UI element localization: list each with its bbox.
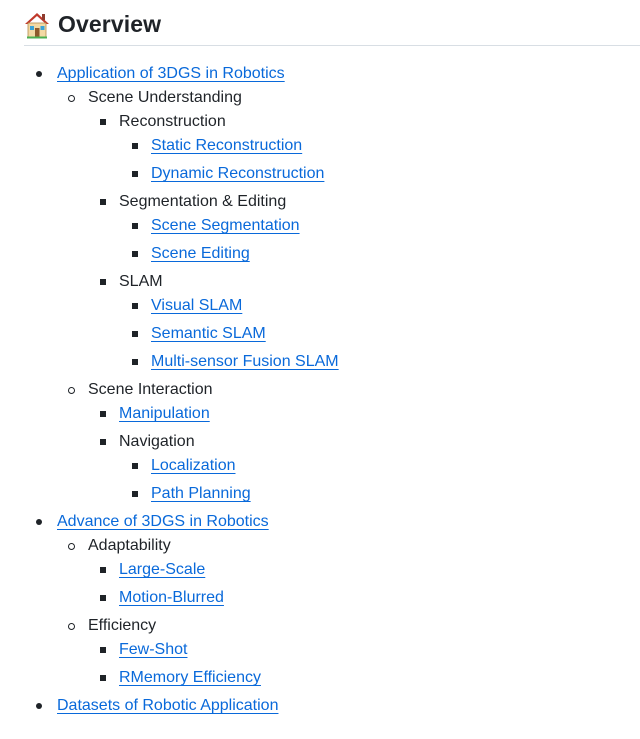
toc-item[interactable] xyxy=(132,322,266,346)
bullet-icon xyxy=(100,411,106,417)
toc-item[interactable] xyxy=(132,134,302,158)
bullet-icon xyxy=(68,387,75,394)
bullet-icon xyxy=(132,491,138,497)
toc-label: SLAM xyxy=(119,273,163,290)
toc-label: Reconstruction xyxy=(119,113,226,130)
toc-link[interactable]: Scene Editing xyxy=(151,245,250,262)
toc-item xyxy=(68,378,213,402)
toc-link[interactable]: Few-Shot xyxy=(119,641,188,658)
bullet-icon xyxy=(36,519,42,525)
toc-link[interactable]: Application of 3DGS in Robotics xyxy=(57,65,285,82)
toc-label: Scene Understanding xyxy=(88,89,242,106)
toc-link[interactable]: Path Planning xyxy=(151,485,251,502)
toc-item[interactable] xyxy=(132,482,251,506)
bullet-icon xyxy=(132,143,138,149)
toc-link[interactable]: Advance of 3DGS in Robotics xyxy=(57,513,269,530)
toc-item xyxy=(68,614,156,638)
bullet-icon xyxy=(100,595,106,601)
toc-item xyxy=(68,86,242,110)
toc-item[interactable] xyxy=(132,162,324,186)
toc-item[interactable] xyxy=(132,294,242,318)
bullet-icon xyxy=(68,95,75,102)
bullet-icon xyxy=(132,331,138,337)
toc-link[interactable]: Localization xyxy=(151,457,236,474)
bullet-icon xyxy=(36,703,42,709)
toc-item xyxy=(100,110,226,134)
bullet-icon xyxy=(100,675,106,681)
toc-item[interactable] xyxy=(132,214,300,238)
toc-item[interactable] xyxy=(36,694,278,718)
bullet-icon xyxy=(132,251,138,257)
toc-link[interactable]: Semantic SLAM xyxy=(151,325,266,342)
toc-item[interactable] xyxy=(100,638,187,662)
bullet-icon xyxy=(132,463,138,469)
bullet-icon xyxy=(100,567,106,573)
toc-item[interactable] xyxy=(100,666,261,690)
toc-label: Efficiency xyxy=(88,617,157,634)
bullet-icon xyxy=(132,303,138,309)
toc-link[interactable]: Dynamic Reconstruction xyxy=(151,165,325,182)
bullet-icon xyxy=(132,223,138,229)
toc-link[interactable]: Motion-Blurred xyxy=(119,589,224,606)
toc-item[interactable] xyxy=(132,242,250,266)
bullet-icon xyxy=(100,439,106,445)
toc-label: Navigation xyxy=(119,433,195,450)
toc-item[interactable] xyxy=(36,510,269,534)
house-icon xyxy=(24,11,50,39)
toc-item[interactable] xyxy=(100,586,224,610)
toc-item[interactable] xyxy=(100,558,205,582)
bullet-icon xyxy=(68,543,75,550)
toc-item xyxy=(100,430,195,454)
toc-item[interactable] xyxy=(132,350,339,374)
toc-item xyxy=(100,190,286,214)
toc-link[interactable]: Large-Scale xyxy=(119,561,206,578)
toc-item[interactable] xyxy=(36,62,285,86)
toc-link[interactable]: Visual SLAM xyxy=(151,297,243,314)
toc-label: Scene Interaction xyxy=(88,381,213,398)
bullet-icon xyxy=(100,647,106,653)
bullet-icon xyxy=(100,119,106,125)
toc-item[interactable] xyxy=(100,402,210,426)
bullet-icon xyxy=(36,71,42,77)
overview-header xyxy=(24,8,640,46)
toc-link[interactable]: Manipulation xyxy=(119,405,210,422)
bullet-icon xyxy=(68,623,75,630)
toc-label: Adaptability xyxy=(88,537,171,554)
toc-link[interactable]: Datasets of Robotic Application xyxy=(57,697,279,714)
toc-item[interactable] xyxy=(132,454,236,478)
toc-link[interactable]: RMemory Efficiency xyxy=(119,669,261,686)
toc-link[interactable]: Scene Segmentation xyxy=(151,217,300,234)
bullet-icon xyxy=(132,359,138,365)
toc-link[interactable]: Multi-sensor Fusion SLAM xyxy=(151,353,339,370)
bullet-icon xyxy=(132,171,138,177)
toc-item xyxy=(68,534,171,558)
toc-link[interactable]: Static Reconstruction xyxy=(151,137,303,154)
bullet-icon xyxy=(100,279,106,285)
bullet-icon xyxy=(100,199,106,205)
page-title: Overview xyxy=(58,11,162,37)
toc-label: Segmentation & Editing xyxy=(119,193,287,210)
toc-item xyxy=(100,270,163,294)
